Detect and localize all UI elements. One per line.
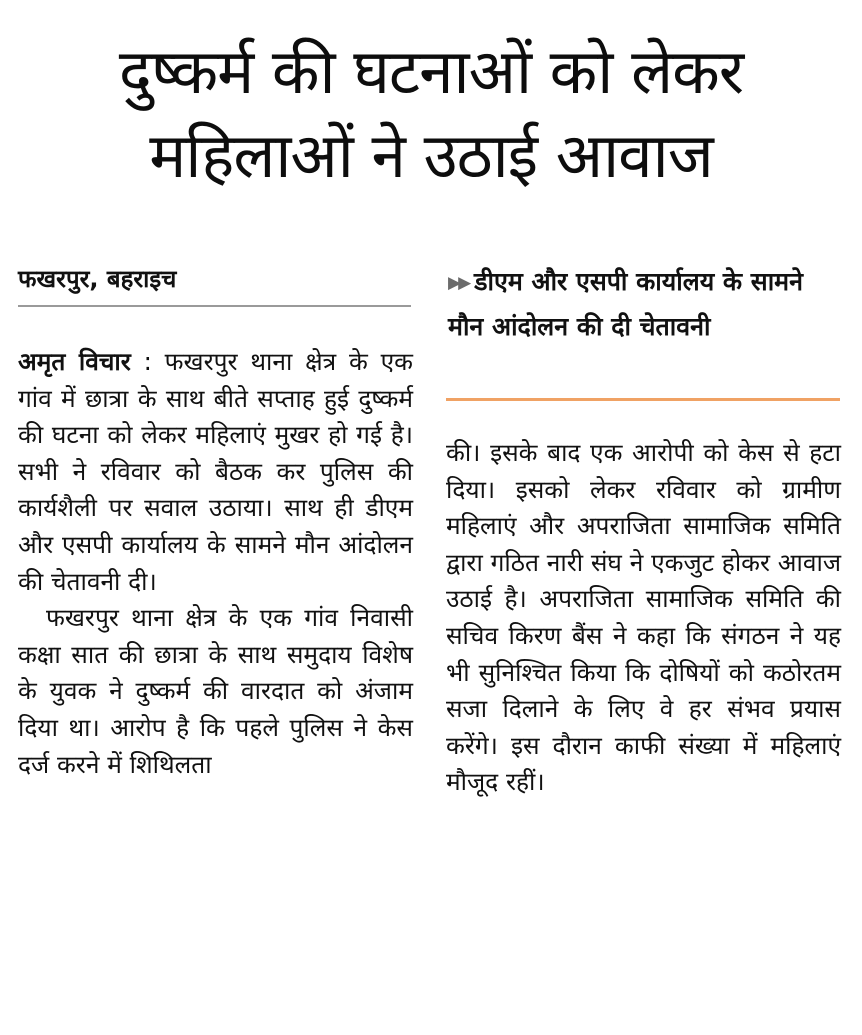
double-arrow-icon: ▶▶ [448, 273, 469, 293]
subheadline [448, 260, 840, 348]
article-paragraph-3: की। इसके बाद एक आरोपी को केस से हटा दिया। इसको लेकर रविवार को ग्रामीण महिलाएं और अपराजिता सामाजिक समिति द्वारा गठित नारी संघ ने एकजुट होकर आवाज उठाई है। अपराजिता सामाजिक समिति की सचिव किरण बैंस ने कहा कि संगठन ने यह भी सुनिश्चित किया कि दोषियों को कठोरतम सजा दिलाने के लिए वे हर संभव प्रयास करेंगे। इस दौरान काफी संख्या में महिलाएं मौजूद रहीं। [446, 438, 841, 797]
byline: अमृत विचार [18, 347, 131, 376]
dateline: फखरपुर, बहराइच [18, 265, 177, 293]
article-column-right [446, 435, 841, 801]
headline-line-1: दुष्कर्म की घटनाओं को लेकर [118, 35, 744, 108]
subheadline-divider [446, 398, 840, 401]
subheadline-text: डीएम और एसपी कार्यालय के सामने मौन आंदोलन की दी चेतावनी [448, 267, 804, 341]
paragraph-1-text: फखरपुर थाना क्षेत्र के एक गांव में छात्रा के साथ बीते सप्ताह हुई दुष्कर्म की घटना को लेकर महिलाएं मुखर हो गई है। सभी ने रविवार को बैठक कर पुलिस की कार्यशैली पर सवाल उठाया। साथ ही डीएम और एसपी कार्यालय के सामने मौन आंदोलन की चेतावनी दी। [18, 347, 413, 596]
byline-separator: : [143, 347, 152, 376]
article-paragraph-2: फखरपुर थाना क्षेत्र के एक गांव निवासी कक्षा सात की छात्रा के साथ समुदाय विशेष के युवक ने दुष्कर्म की वारदात को अंजाम दिया था। आरोप है कि पहले पुलिस ने केस दर्ज करने में शिथिलता [18, 603, 413, 779]
headline-line-2: महिलाओं ने उठाई आवाज [149, 119, 713, 192]
headline [10, 30, 852, 198]
article-paragraph-1 [18, 344, 413, 600]
dateline-divider [18, 305, 411, 307]
article-column-left [18, 344, 413, 783]
